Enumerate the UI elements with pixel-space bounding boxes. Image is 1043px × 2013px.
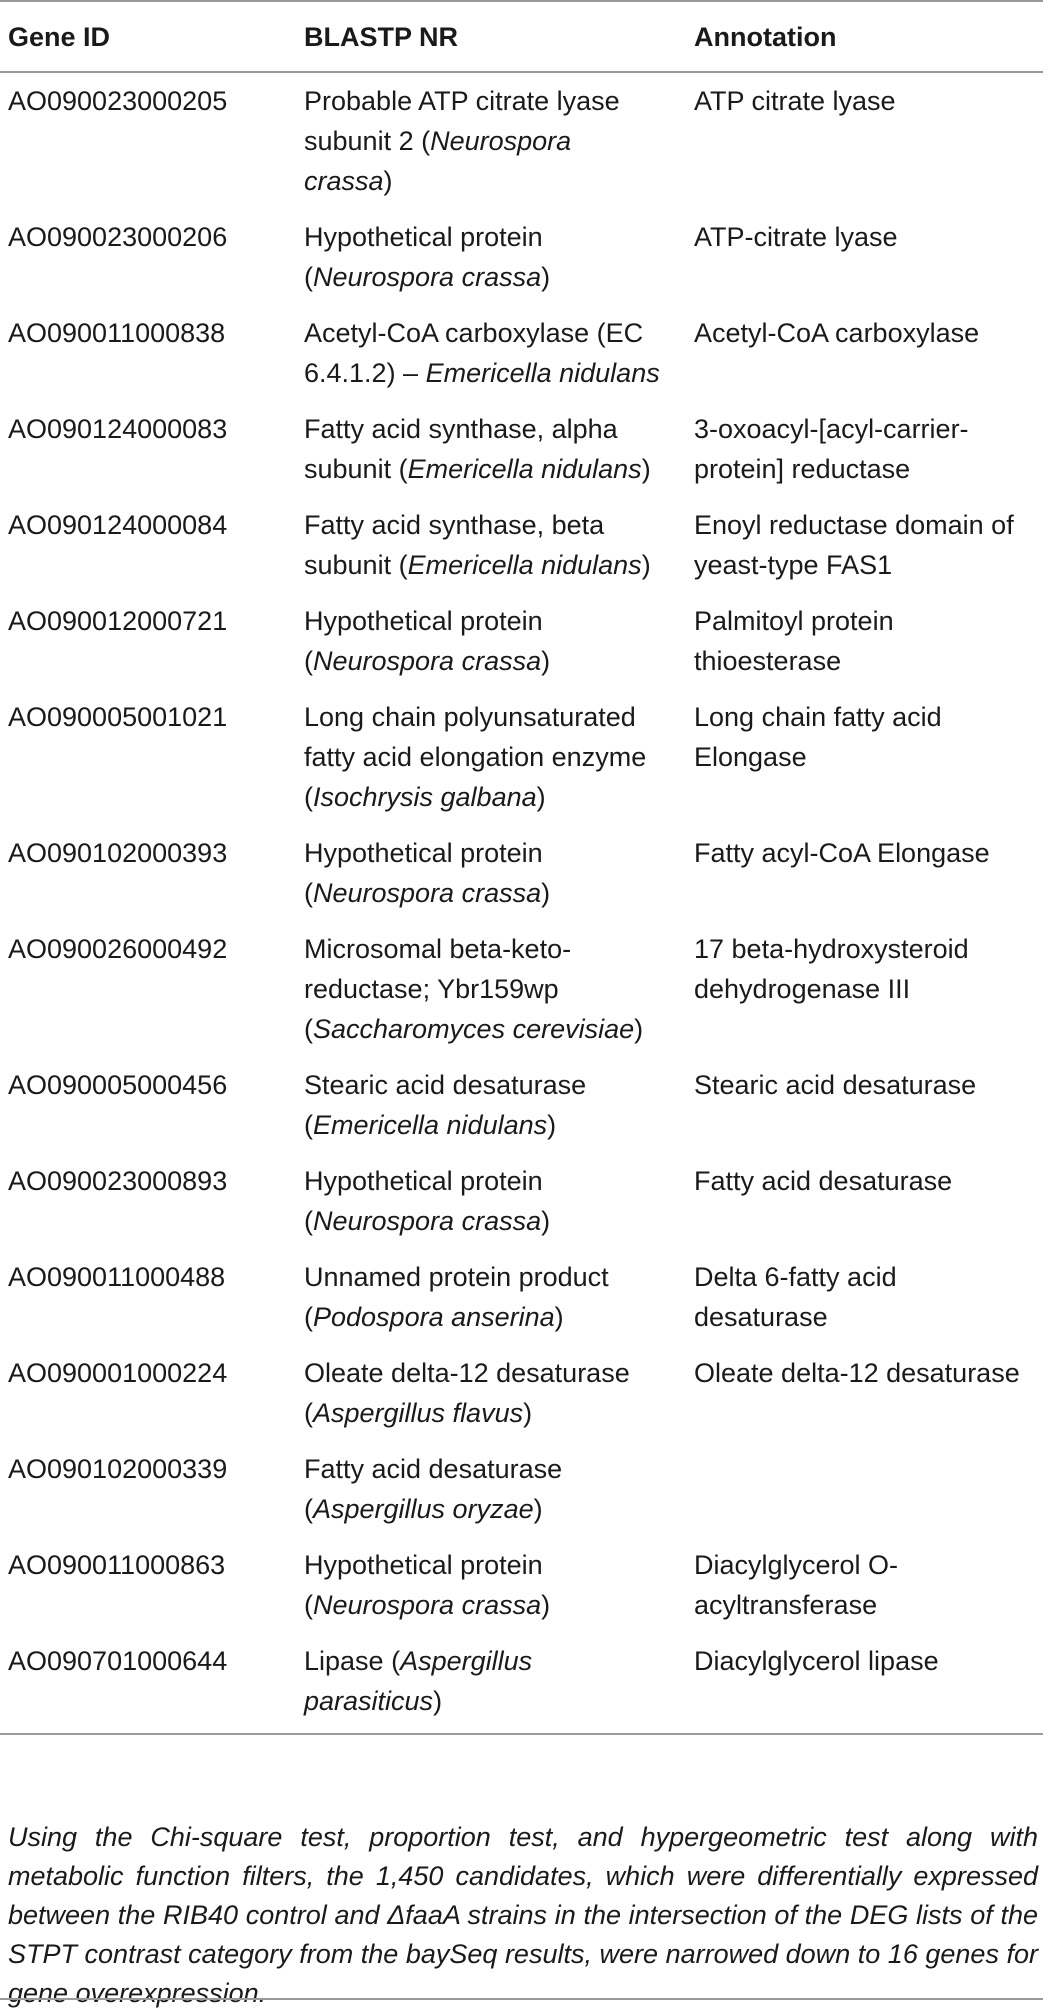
annotation-cell: Palmitoyl protein thioesterase bbox=[694, 606, 894, 676]
annotation-cell: Diacylglycerol lipase bbox=[694, 1646, 939, 1676]
blastp-suffix: ) bbox=[541, 878, 551, 908]
annotation-cell: Enoyl reductase domain of yeast-type FAS1 bbox=[694, 510, 1014, 580]
table-row bbox=[0, 305, 1043, 401]
table-row bbox=[0, 401, 1043, 497]
blastp-description: Hypothetical protein ( bbox=[304, 222, 543, 292]
blastp-description: Stearic acid desaturase ( bbox=[304, 1070, 587, 1140]
table-row bbox=[0, 593, 1043, 689]
blastp-description: Fatty acid synthase, beta subunit ( bbox=[304, 510, 605, 580]
table-row bbox=[0, 921, 1043, 1057]
blastp-suffix: ) bbox=[641, 454, 651, 484]
blastp-cell bbox=[296, 1057, 686, 1153]
annotation-cell: ATP citrate lyase bbox=[694, 86, 896, 116]
blastp-description: Long chain polyunsaturated fatty acid elongation enzyme ( bbox=[304, 702, 647, 812]
table-footnote: Using the Chi-square test, proportion test, and hypergeometric test along with metabolic function filters, the 1,450 candidates, which were differentially expressed between the RIB40 control and ΔfaaA strains in the intersection of the DEG lists of the STPT contrast category from the baySeq results, were narrowed down to 16 genes for gene overexpression. bbox=[8, 1822, 1038, 2008]
blastp-suffix: ) bbox=[541, 1206, 551, 1236]
blastp-species: Emericella nidulans bbox=[407, 550, 642, 580]
table-row bbox=[0, 1345, 1043, 1441]
blastp-description: Fatty acid synthase, alpha subunit ( bbox=[304, 414, 618, 484]
blastp-cell bbox=[296, 1345, 686, 1441]
blastp-suffix: ) bbox=[547, 1110, 557, 1140]
gene-id-cell: AO090011000838 bbox=[8, 318, 226, 348]
blastp-cell bbox=[296, 401, 686, 497]
gene-id-cell: AO090026000492 bbox=[8, 934, 228, 964]
blastp-species: Podospora anserina bbox=[313, 1302, 555, 1332]
annotation-cell: Oleate delta-12 desaturase bbox=[694, 1358, 1020, 1388]
footnote-divider bbox=[0, 1998, 1043, 2000]
blastp-species: Emericella nidulans bbox=[407, 454, 642, 484]
blastp-species: Isochrysis galbana bbox=[313, 782, 537, 812]
blastp-suffix: ) bbox=[554, 1302, 564, 1332]
table-row bbox=[0, 209, 1043, 305]
blastp-cell bbox=[296, 1633, 686, 1734]
annotation-cell: Stearic acid desaturase bbox=[694, 1070, 977, 1100]
blastp-species: Emericella nidulans bbox=[425, 358, 660, 388]
header-row bbox=[0, 1, 1043, 72]
blastp-cell bbox=[296, 1441, 686, 1537]
blastp-cell bbox=[296, 305, 686, 401]
blastp-suffix: ) bbox=[541, 1590, 551, 1620]
table-header bbox=[0, 1, 1043, 72]
blastp-suffix: ) bbox=[541, 646, 551, 676]
blastp-suffix: ) bbox=[634, 1014, 644, 1044]
table-row bbox=[0, 825, 1043, 921]
blastp-cell bbox=[296, 921, 686, 1057]
annotation-cell: Diacylglycerol O-acyltransferase bbox=[694, 1550, 899, 1620]
blastp-suffix: ) bbox=[533, 1494, 543, 1524]
table-row bbox=[0, 1441, 1043, 1537]
blastp-species: Aspergillus flavus bbox=[313, 1398, 524, 1428]
table-body bbox=[0, 72, 1043, 1734]
blastp-species: Aspergillus parasiticus bbox=[304, 1646, 533, 1716]
blastp-description: Fatty acid desaturase ( bbox=[304, 1454, 563, 1524]
blastp-suffix: ) bbox=[383, 166, 393, 196]
blastp-cell bbox=[296, 1537, 686, 1633]
header-gene-id: Gene ID bbox=[8, 22, 111, 52]
blastp-species: Aspergillus oryzae bbox=[313, 1494, 534, 1524]
annotation-cell: Delta 6-fatty acid desaturase bbox=[694, 1262, 897, 1332]
annotation-cell: Long chain fatty acid Elongase bbox=[694, 702, 942, 772]
annotation-cell: Acetyl-CoA carboxylase bbox=[694, 318, 980, 348]
table-row bbox=[0, 1537, 1043, 1633]
blastp-species: Neurospora crassa bbox=[313, 1590, 542, 1620]
gene-id-cell: AO090005000456 bbox=[8, 1070, 228, 1100]
annotation-cell: 3-oxoacyl-[acyl-carrier-protein] reductase bbox=[694, 414, 969, 484]
blastp-cell bbox=[296, 1249, 686, 1345]
annotation-cell bbox=[686, 1441, 1043, 1537]
gene-id-cell: AO090023000206 bbox=[8, 222, 228, 252]
gene-id-cell: AO090001000224 bbox=[8, 1358, 228, 1388]
gene-id-cell: AO090023000205 bbox=[8, 86, 228, 116]
blastp-description: Hypothetical protein ( bbox=[304, 1166, 543, 1236]
blastp-description: Hypothetical protein ( bbox=[304, 1550, 543, 1620]
gene-id-cell: AO090005001021 bbox=[8, 702, 228, 732]
blastp-cell bbox=[296, 593, 686, 689]
table-row bbox=[0, 689, 1043, 825]
annotation-cell: ATP-citrate lyase bbox=[694, 222, 898, 252]
blastp-description: Microsomal beta-keto-reductase; Ybr159wp ( bbox=[304, 934, 572, 1044]
gene-id-cell: AO090124000084 bbox=[8, 510, 228, 540]
gene-id-cell: AO090011000863 bbox=[8, 1550, 226, 1580]
table-row bbox=[0, 1153, 1043, 1249]
blastp-description: Lipase ( bbox=[304, 1646, 401, 1676]
header-annotation: Annotation bbox=[694, 22, 837, 52]
annotation-cell: 17 beta-hydroxysteroid dehydrogenase III bbox=[694, 934, 969, 1004]
blastp-cell bbox=[296, 497, 686, 593]
gene-id-cell: AO090102000339 bbox=[8, 1454, 228, 1484]
gene-id-cell: AO090102000393 bbox=[8, 838, 228, 868]
blastp-description: Probable ATP citrate lyase subunit 2 ( bbox=[304, 86, 620, 156]
annotation-cell: Fatty acyl-CoA Elongase bbox=[694, 838, 990, 868]
table-row bbox=[0, 72, 1043, 209]
blastp-suffix: ) bbox=[433, 1686, 443, 1716]
gene-id-cell: AO090124000083 bbox=[8, 414, 228, 444]
blastp-species: Emericella nidulans bbox=[313, 1110, 548, 1140]
blastp-suffix: ) bbox=[541, 262, 551, 292]
blastp-description: Acetyl-CoA carboxylase (EC 6.4.1.2) – bbox=[304, 318, 644, 388]
blastp-cell bbox=[296, 689, 686, 825]
table-row bbox=[0, 1633, 1043, 1734]
blastp-cell bbox=[296, 209, 686, 305]
blastp-species: Neurospora crassa bbox=[313, 878, 542, 908]
blastp-suffix: ) bbox=[536, 782, 546, 812]
blastp-cell bbox=[296, 825, 686, 921]
table-row bbox=[0, 1057, 1043, 1153]
blastp-species: Neurospora crassa bbox=[304, 126, 572, 196]
blastp-species: Saccharomyces cerevisiae bbox=[313, 1014, 635, 1044]
blastp-description: Unnamed protein product ( bbox=[304, 1262, 609, 1332]
blastp-description: Hypothetical protein ( bbox=[304, 838, 543, 908]
blastp-cell bbox=[296, 1153, 686, 1249]
header-blastp-nr: BLASTP NR bbox=[304, 22, 459, 52]
blastp-description: Hypothetical protein ( bbox=[304, 606, 543, 676]
gene-id-cell: AO090023000893 bbox=[8, 1166, 228, 1196]
blastp-description: Oleate delta-12 desaturase ( bbox=[304, 1358, 630, 1428]
gene-id-cell: AO090012000721 bbox=[8, 606, 228, 636]
table-row bbox=[0, 497, 1043, 593]
blastp-suffix: ) bbox=[641, 550, 651, 580]
blastp-cell bbox=[296, 72, 686, 209]
gene-id-cell: AO090701000644 bbox=[8, 1646, 228, 1676]
blastp-species: Neurospora crassa bbox=[313, 646, 542, 676]
blastp-species: Neurospora crassa bbox=[313, 1206, 542, 1236]
table-row bbox=[0, 1249, 1043, 1345]
blastp-species: Neurospora crassa bbox=[313, 262, 542, 292]
annotation-cell: Fatty acid desaturase bbox=[694, 1166, 953, 1196]
gene-id-cell: AO090011000488 bbox=[8, 1262, 226, 1292]
blastp-suffix: ) bbox=[523, 1398, 533, 1428]
